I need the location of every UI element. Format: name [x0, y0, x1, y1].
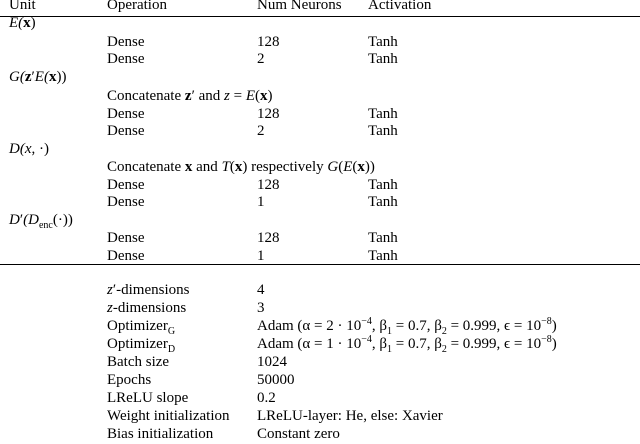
activation-cell: Tanh [368, 248, 398, 264]
unit-generator-label: G(z′E(x)) [9, 69, 67, 85]
param-label: Epochs [107, 372, 152, 388]
unit-discriminator-label: D(x, ·) [9, 141, 49, 157]
param-value: Constant zero [257, 426, 340, 442]
param-label: Bias initialization [107, 426, 214, 442]
param-value: 50000 [257, 372, 295, 388]
activation-cell: Tanh [368, 230, 398, 246]
table-row [0, 157, 640, 177]
neurons-cell: 1 [257, 248, 265, 264]
param-value: 1024 [257, 354, 287, 370]
unit-dprime-label: $D'(D_{enc}(\cdot))$ [9, 212, 73, 231]
header-unit: Unit [9, 0, 36, 13]
param-row [0, 370, 640, 390]
param-row [0, 316, 640, 336]
mid-rule [0, 264, 640, 265]
unit-dprime [0, 210, 640, 230]
activation-cell: Tanh [368, 34, 398, 50]
param-label: Weight initialization [107, 408, 230, 424]
param-row [0, 406, 640, 426]
param-value: LReLU-layer: He, else: Xavier [257, 408, 443, 424]
neurons-cell: 128 [257, 106, 280, 122]
unit-encoder [0, 13, 640, 33]
operation-cell: Dense [107, 106, 145, 122]
header-activation: Activation [368, 0, 432, 13]
table-row [0, 192, 640, 212]
neurons-cell: 128 [257, 34, 280, 50]
param-row [0, 334, 640, 354]
param-label: Optimizer$_G$ [107, 318, 176, 337]
header-neurons: Num Neurons [257, 0, 342, 13]
activation-cell: Tanh [368, 194, 398, 210]
table-row [0, 49, 640, 69]
unit-discriminator [0, 139, 640, 159]
table-row [0, 86, 640, 106]
activation-cell: Tanh [368, 106, 398, 122]
table-row [0, 246, 640, 266]
header-operation: Operation [107, 0, 167, 13]
neurons-cell: 2 [257, 51, 265, 67]
param-label: z-dimensions [107, 300, 187, 316]
table-row [0, 228, 640, 248]
param-row [0, 352, 640, 372]
operation-cell: Dense [107, 51, 145, 67]
activation-cell: Tanh [368, 123, 398, 139]
table-row [0, 121, 640, 141]
activation-cell: Tanh [368, 177, 398, 193]
param-label: z′-dimensions [107, 282, 190, 298]
operation-cell: Dense [107, 177, 145, 193]
param-label: Batch size [107, 354, 170, 370]
param-value: Adam ($\alpha = 1 \cdot 10^{-4}$, $\beta_1 = 0.7$, $\beta_2 = 0.999$, $\epsilon = 10^{-8}$) [257, 334, 557, 355]
neurons-cell: 1 [257, 194, 265, 210]
param-value: Adam ($\alpha = 2 \cdot 10^{-4}$, $\beta_1 = 0.7$, $\beta_2 = 0.999$, $\epsilon = 10^{-8}$) [257, 316, 557, 337]
operation-cell: Dense [107, 123, 145, 139]
param-row [0, 388, 640, 408]
concat-operation: Concatenate x and T(x) respectively G(E(x)) [107, 159, 375, 175]
concat-operation: Concatenate z′ and z = E(x) [107, 88, 273, 104]
param-row [0, 424, 640, 444]
operation-cell: Dense [107, 194, 145, 210]
param-row [0, 280, 640, 300]
operation-cell: Dense [107, 230, 145, 246]
operation-cell: Dense [107, 34, 145, 50]
param-value: 0.2 [257, 390, 276, 406]
operation-cell: Dense [107, 248, 145, 264]
param-value: 4 [257, 282, 265, 298]
unit-generator [0, 67, 640, 87]
param-label: Optimizer$_D$ [107, 336, 176, 355]
param-value: 3 [257, 300, 265, 316]
unit-encoder-label: E(x) [9, 15, 36, 31]
param-row [0, 298, 640, 318]
neurons-cell: 2 [257, 123, 265, 139]
param-label: LReLU slope [107, 390, 189, 406]
neurons-cell: 128 [257, 177, 280, 193]
activation-cell: Tanh [368, 51, 398, 67]
neurons-cell: 128 [257, 230, 280, 246]
